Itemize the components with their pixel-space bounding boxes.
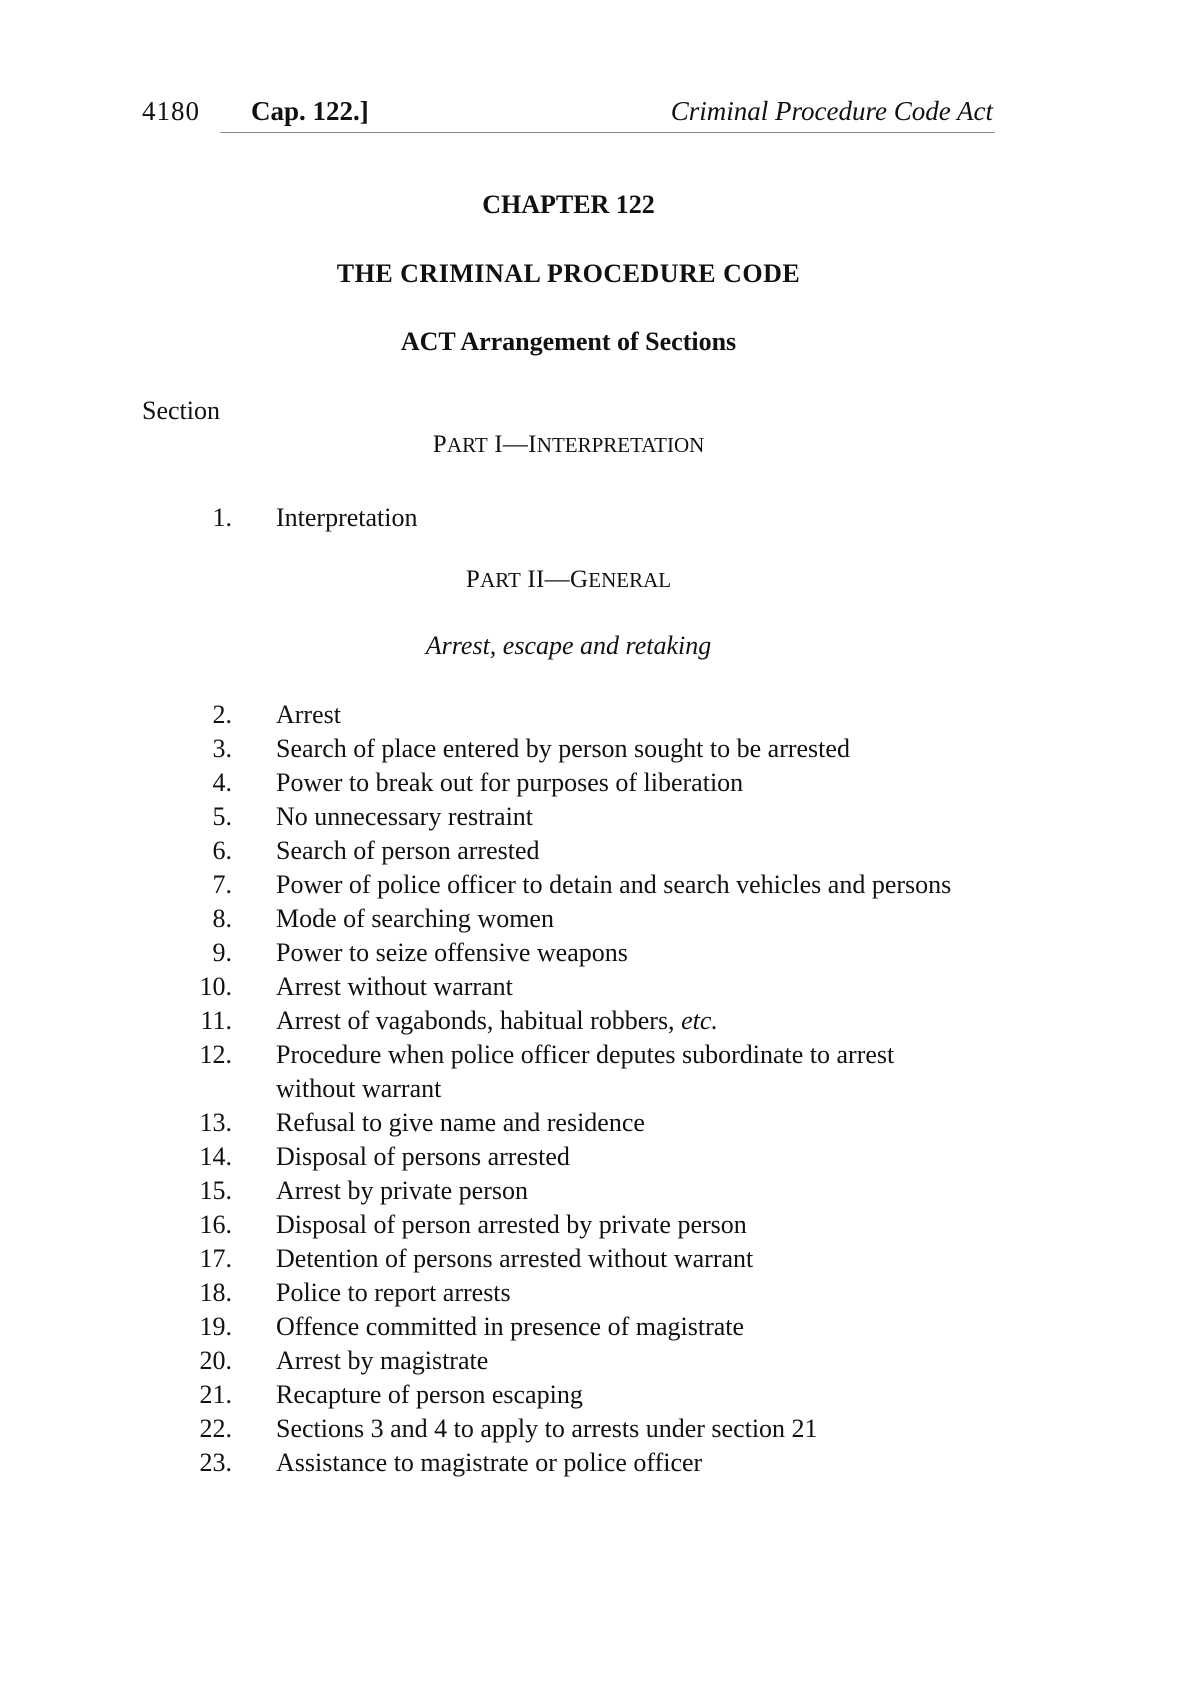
- section-number: 8.: [212, 904, 232, 933]
- section-title-italic: etc.: [681, 1006, 718, 1035]
- section-title: Search of person arrested: [276, 836, 540, 865]
- section-title: Power of police officer to detain and search vehicles and persons: [276, 870, 952, 899]
- section-number: 20.: [199, 1346, 232, 1375]
- running-act-title: Criminal Procedure Code Act: [670, 96, 993, 126]
- chapter-cap-reference: Cap. 122.]: [251, 96, 369, 126]
- subheading: Arrest, escape and retaking: [425, 631, 712, 660]
- section-number: 16.: [199, 1210, 232, 1239]
- section-title: Offence committed in presence of magistrate: [276, 1312, 745, 1341]
- section-title: Arrest: [276, 700, 341, 729]
- section-title: Sections 3 and 4 to apply to arrests under section 21: [276, 1414, 818, 1443]
- section-title: Refusal to give name and residence: [276, 1108, 645, 1137]
- section-number: 5.: [212, 802, 232, 831]
- section-title: No unnecessary restraint: [276, 802, 534, 831]
- part-2-name-small: ENERAL: [588, 568, 672, 592]
- part-2-prefix-small: ART: [480, 568, 521, 592]
- section-number: 1.: [212, 503, 232, 532]
- section-number: 10.: [199, 972, 232, 1001]
- part-1-prefix-cap: P: [432, 431, 447, 458]
- section-title: Disposal of persons arrested: [276, 1142, 570, 1171]
- part-heading-2: [142, 563, 995, 596]
- part-1-name-cap: I: [528, 431, 537, 458]
- section-number: 2.: [212, 700, 232, 729]
- section-title: [276, 1004, 996, 1038]
- section-title: Mode of searching women: [276, 904, 554, 933]
- section-title: Police to report arrests: [276, 1278, 511, 1307]
- section-title: Search of place entered by person sought to be arrested: [276, 734, 850, 763]
- part-heading-1: [142, 428, 995, 461]
- part-2-prefix-cap: P: [465, 566, 481, 593]
- part-1-name-small: NTERPRETATION: [536, 433, 705, 457]
- section-number: 17.: [199, 1244, 232, 1273]
- section-title: Arrest without warrant: [276, 972, 513, 1001]
- section-number: 11.: [200, 1006, 232, 1035]
- chapter-heading: CHAPTER 122: [482, 190, 655, 219]
- section-title: Procedure when police officer deputes subordinate to arrest without warrant: [276, 1040, 895, 1103]
- section-number: 18.: [199, 1278, 232, 1307]
- section-title: Assistance to magistrate or police officer: [276, 1448, 703, 1477]
- section-number: 21.: [199, 1380, 232, 1409]
- section-title: Power to break out for purposes of liberation: [276, 768, 744, 797]
- page-number: 4180: [142, 96, 200, 126]
- section-column-label: Section: [142, 396, 220, 425]
- part-1-prefix-small: ART: [446, 433, 488, 457]
- section-title: Arrest by magistrate: [276, 1346, 489, 1375]
- section-number: 15.: [199, 1176, 232, 1205]
- part-2-roman: II—: [520, 566, 570, 593]
- arrangement-title: ACT Arrangement of Sections: [400, 327, 737, 356]
- part-2-name-cap: G: [569, 566, 589, 593]
- header-rule: [220, 132, 995, 133]
- section-title: Arrest by private person: [276, 1176, 528, 1205]
- section-number: 23.: [199, 1448, 232, 1477]
- section-number: 19.: [199, 1312, 232, 1341]
- section-title: Disposal of person arrested by private person: [276, 1210, 747, 1239]
- section-title: Interpretation: [276, 503, 418, 532]
- section-number: 14.: [199, 1142, 232, 1171]
- section-number: 3.: [212, 734, 232, 763]
- section-title-text: Arrest of vagabonds, habitual robbers,: [276, 1006, 682, 1035]
- section-title: Recapture of person escaping: [276, 1380, 583, 1409]
- code-title: THE CRIMINAL PROCEDURE CODE: [336, 259, 801, 288]
- section-number: 12.: [199, 1040, 232, 1069]
- section-number: 9.: [212, 938, 232, 967]
- section-number: 13.: [199, 1108, 232, 1137]
- section-number: 22.: [199, 1414, 232, 1443]
- section-number: 6.: [212, 836, 232, 865]
- section-title: Detention of persons arrested without warrant: [276, 1244, 754, 1273]
- section-title: Power to seize offensive weapons: [276, 938, 628, 967]
- part-1-roman: I—: [487, 431, 529, 458]
- section-number: 4.: [212, 768, 232, 797]
- section-number: 7.: [212, 870, 232, 899]
